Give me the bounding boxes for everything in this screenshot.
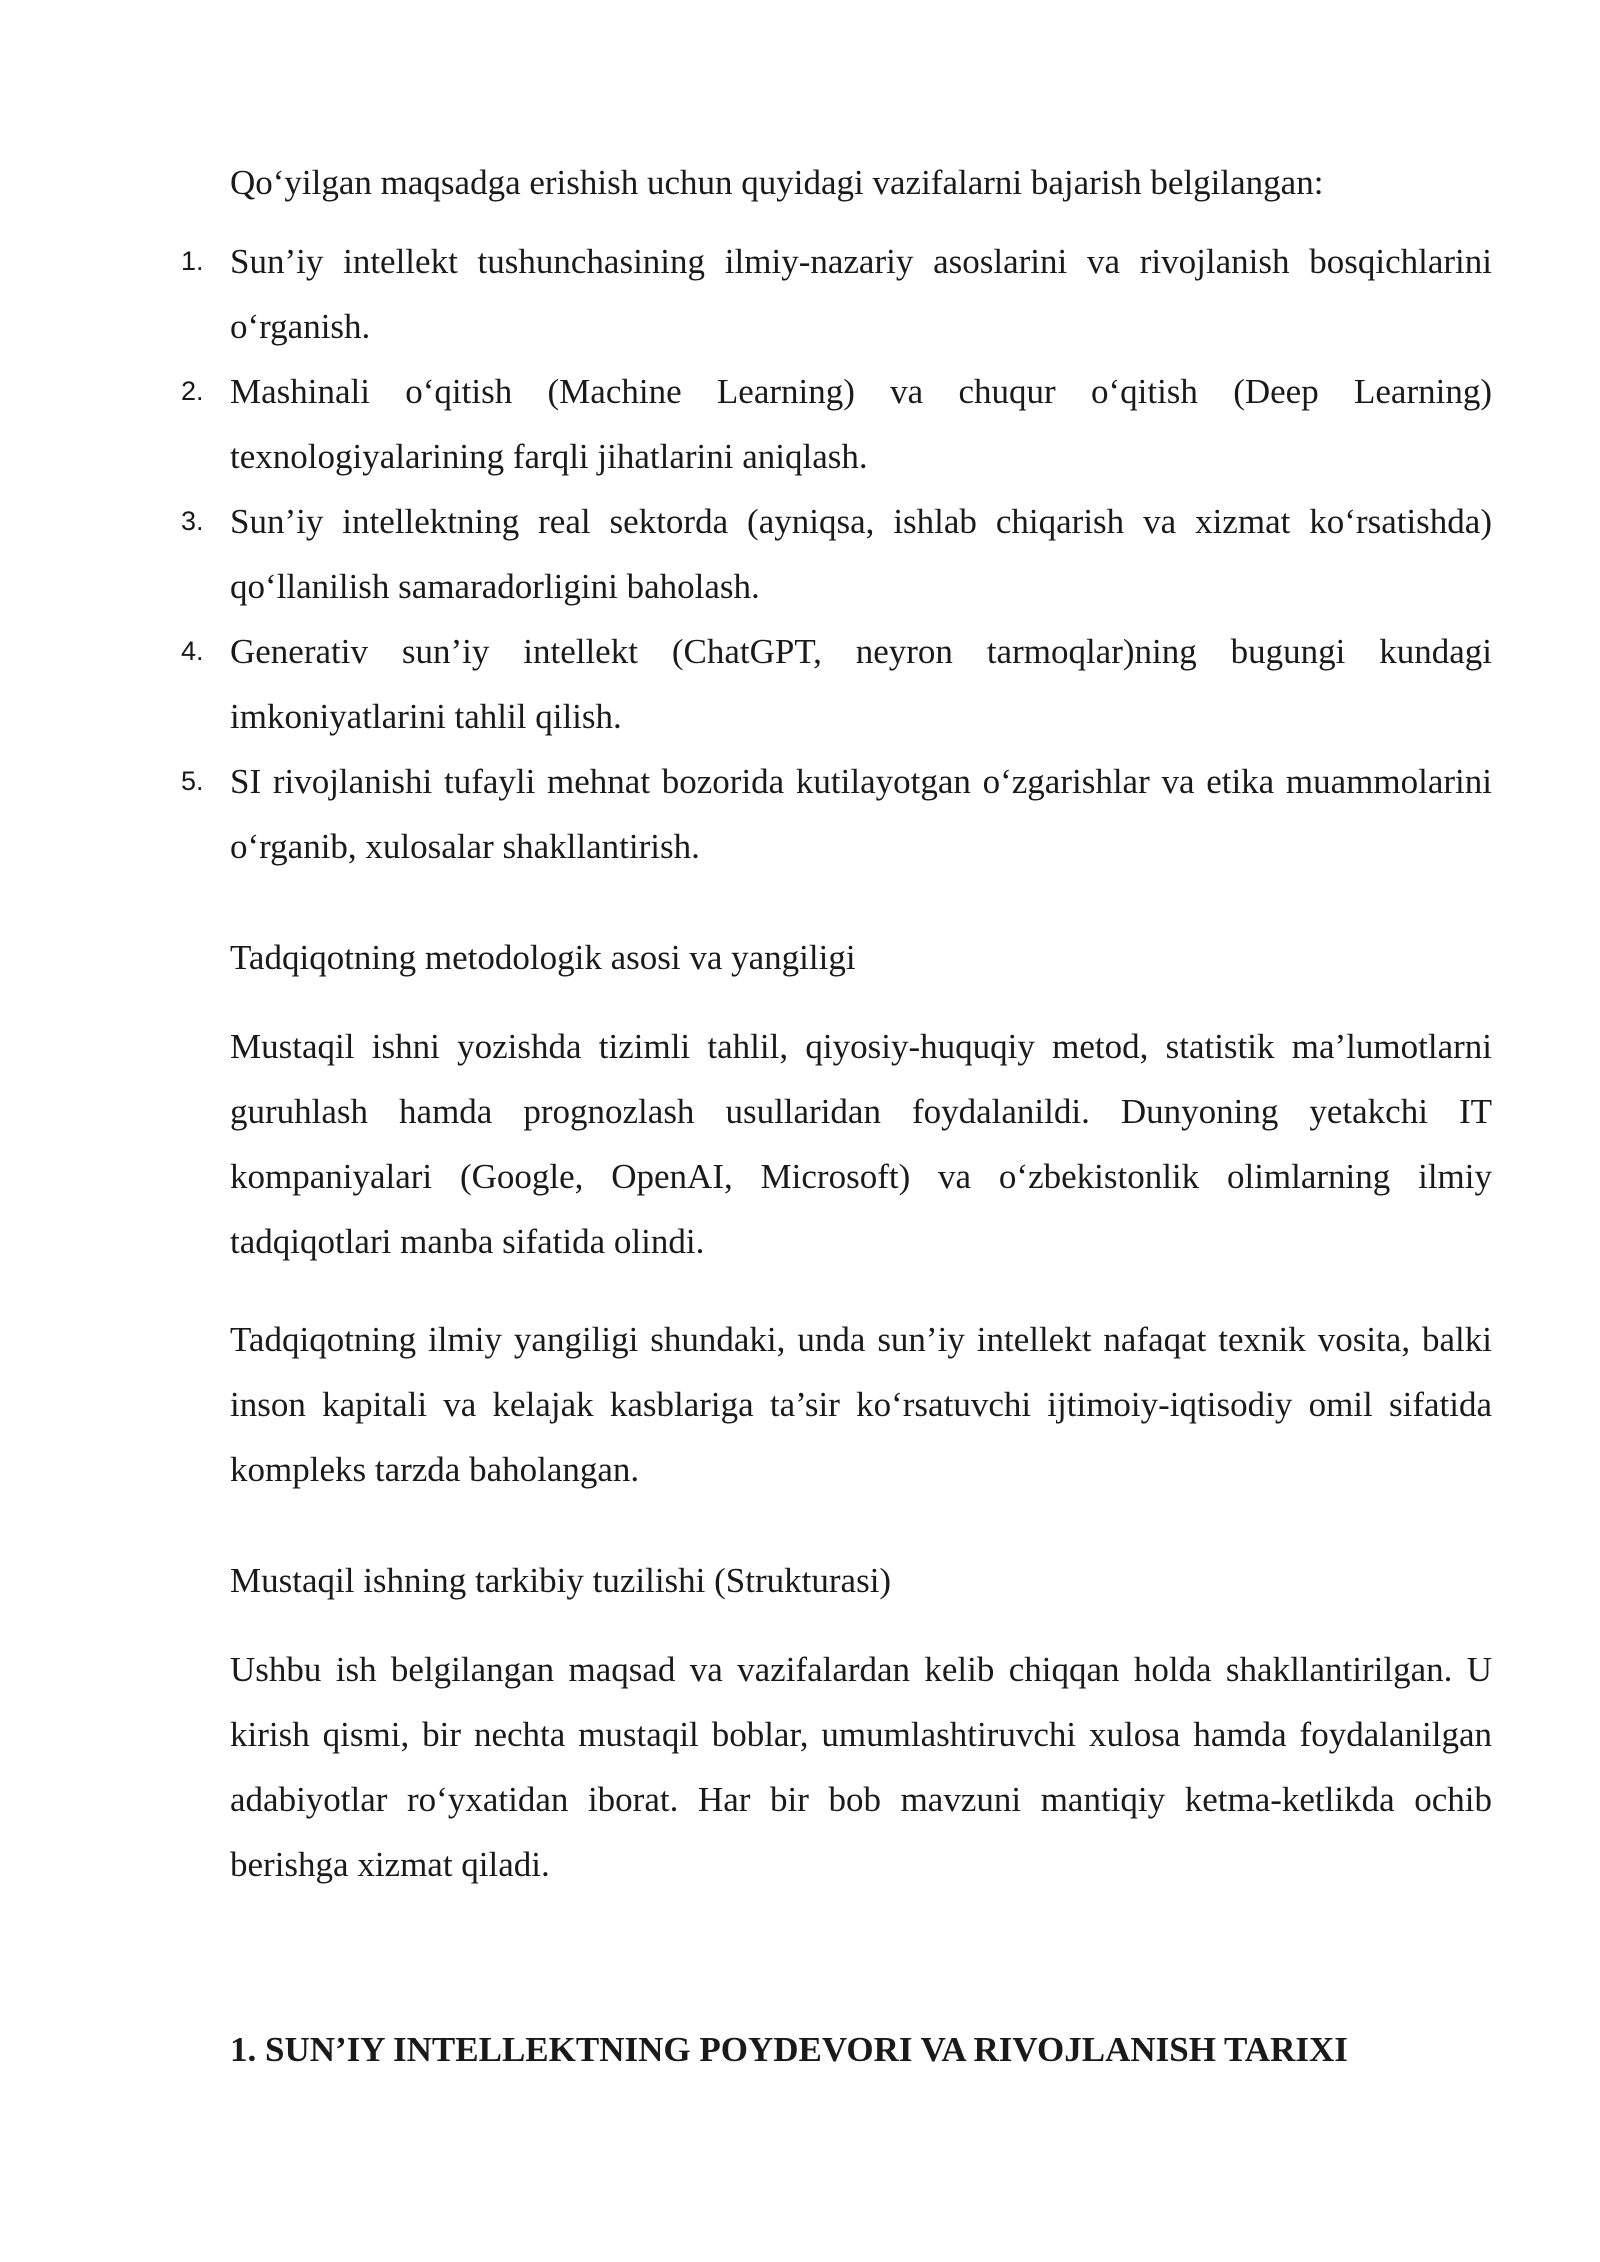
task-list — [181, 229, 1492, 879]
chapter-title: 1. SUN’IY INTELLEKTNING POYDEVORI VA RIVOJLANISH TARIXI — [230, 2030, 1348, 2069]
task-number: 4. — [181, 636, 204, 666]
task-number: 3. — [181, 506, 204, 536]
structure-heading: Mustaqil ishning tarkibiy tuzilishi (Strukturasi) — [230, 1561, 892, 1600]
task-item-3 — [181, 489, 1492, 619]
task-text: Sun’iy intellektning real sektorda (ayniqsa, ishlab chiqarish va xizmat ko‘rsatishda) qo‘llanilish samaradorligini baholash. — [230, 502, 1492, 606]
intro-sentence: Qo‘yilgan maqsadga erishish uchun quyidagi vazifalarni bajarish belgilangan: — [230, 163, 1324, 202]
task-text: SI rivojlanishi tufayli mehnat bozorida kutilayotgan o‘zgarishlar va etika muammolarini o‘rganib, xulosalar shakllantirish. — [230, 762, 1492, 866]
structure-paragraph: Ushbu ish belgilangan maqsad va vazifalardan kelib chiqqan holda shakllantirilgan. U kirish qismi, bir nechta mustaqil boblar, umumlashtiruvchi xulosa hamda foydalanilgan adabiyotlar ro‘yxatidan iborat. Har bir bob mavzuni mantiqiy ketma-ketlikda ochib berishga xizmat qiladi. — [230, 1650, 1492, 1884]
task-number: 5. — [181, 766, 204, 796]
task-item-1 — [181, 229, 1492, 359]
task-text: Mashinali o‘qitish (Machine Learning) va chuqur o‘qitish (Deep Learning) texnologiyalarining farqli jihatlarini aniqlash. — [230, 372, 1492, 476]
task-number: 2. — [181, 376, 204, 406]
task-item-5 — [181, 749, 1492, 879]
task-number: 1. — [181, 246, 204, 276]
methodology-paragraph: Mustaqil ishni yozishda tizimli tahlil, qiyosiy-huquqiy metod, statistik ma’lumotlarni guruhlash hamda prognozlash usullaridan foydalanildi. Dunyoning yetakchi IT kompaniyalari (Google, OpenAI, Microsoft) va o‘zbekistonlik olimlarning ilmiy tadqiqotlari manba sifatida olindi. — [230, 1027, 1492, 1261]
page-content — [181, 150, 1492, 2082]
task-item-4 — [181, 619, 1492, 749]
novelty-paragraph: Tadqiqotning ilmiy yangiligi shundaki, unda sun’iy intellekt nafaqat texnik vosita, balki inson kapitali va kelajak kasblariga ta’sir ko‘rsatuvchi ijtimoiy-iqtisodiy omil sifatida kompleks tarzda baholangan. — [230, 1320, 1492, 1489]
methodology-heading: Tadqiqotning metodologik asosi va yangiligi — [230, 938, 856, 977]
task-item-2 — [181, 359, 1492, 489]
task-text: Generativ sun’iy intellekt (ChatGPT, neyron tarmoqlar)ning bugungi kundagi imkoniyatlarini tahlil qilish. — [230, 632, 1492, 736]
task-text: Sun’iy intellekt tushunchasining ilmiy-nazariy asoslarini va rivojlanish bosqichlarini o‘rganish. — [230, 242, 1492, 346]
